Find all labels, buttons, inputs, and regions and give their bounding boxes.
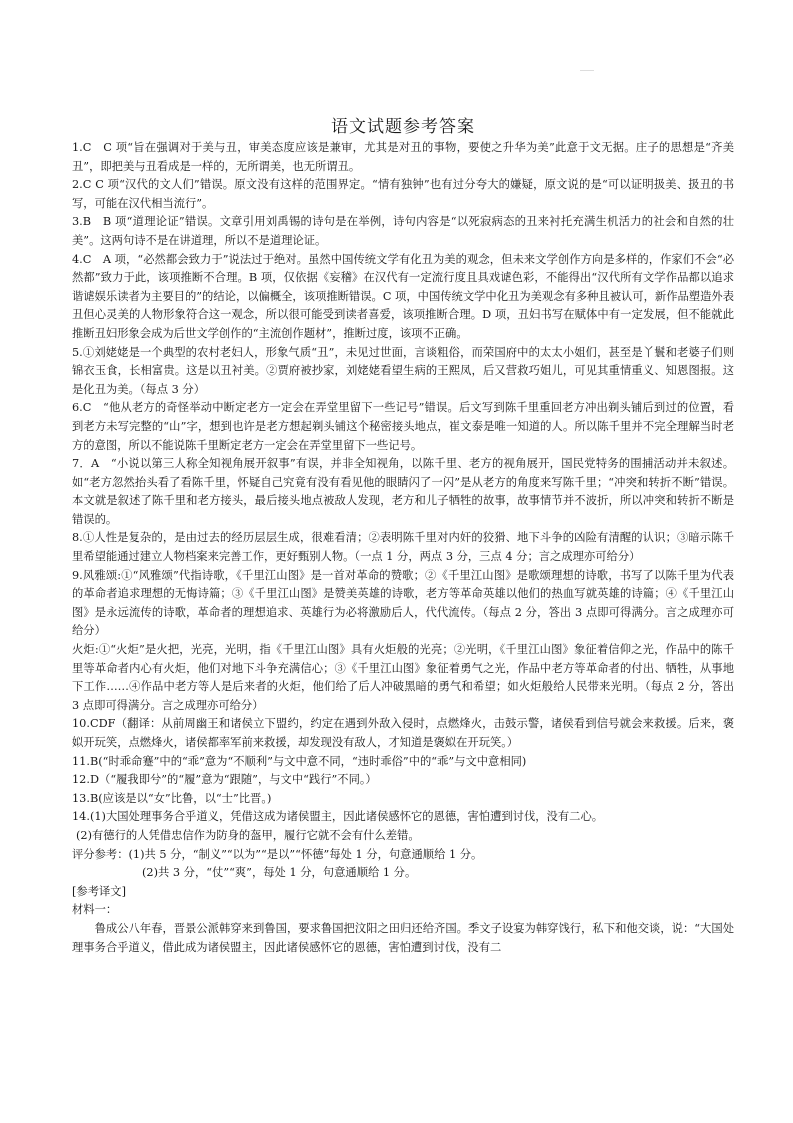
scan-mark: [580, 70, 594, 71]
scoring-reference-1: 评分参考：(1)共 5 分，“制义”“以为”“是以”“怀德”每处 1 分，句意通顺给 1 分。: [72, 847, 483, 861]
scoring-reference-2: (2)共 3 分，“仗”“爽”，每处 1 分，句意通顺给 1 分。: [142, 866, 417, 880]
answer-7: 7．A “小说以第三人称全知视角展开叙事”有误，并非全知视角，以陈千里、老方的视角展开，国民党特务的围捕活动并未叙述。如“老方忽然抬头看了看陈千里，怀疑自己究竟有没有看见他的眼睛闪了一闪”是从老方的角度来写陈千里；“冲突和转折不断”错误。本文就是叙述了陈千里和老方接头，最后接头地点被敌人发现，老方和儿子牺牲的故事，故事情节并不波折，所以冲突和转折不断是错误的。: [72, 457, 734, 526]
page-title: 语文试题参考答案: [331, 117, 475, 137]
material-one-heading: 材料一：: [72, 903, 118, 917]
answer-10: 10.CDF（翻译：从前周幽王和诸侯立下盟约，约定在遇到外敌入侵时，点燃烽火，击鼓示警，诸侯看到信号就会来救援。后来，褒姒开玩笑，点燃烽火，诸侯都率军前来救援，却发现没有敌人，才知道是褒姒在开玩笑。）: [72, 717, 734, 749]
answer-14-1: 14.(1)大国处理事务合乎道义，凭借这成为诸侯盟主，因此诸侯感怀它的恩德，害怕遭到讨伐，没有二心。: [72, 810, 604, 824]
answer-1: 1.C C 项“旨在强调对于美与丑，审美态度应该是兼审，尤其是对丑的事物，要使之升华为美”此意于文无据。庄子的思想是“齐美丑”，即把美与丑看成是一样的，无所谓美，也无所谓丑。: [72, 141, 734, 173]
answer-2: 2.C C 项“汉代的文人们”错误。原文没有这样的范围界定。“情有独钟”也有过分夸大的嫌疑，原文说的是“可以证明扱美、扱丑的书写，可能在汉代相当流行”。: [72, 178, 734, 210]
answer-9-huoju: 火炬:①“火炬”是火把，光亮，光明，指《千里江山图》具有火炬般的光亮；②光明，《千里江山图》象征着信仰之光，作品中的陈千里等革命者内心有火炬，他们对地下斗争充满信心；③《千里江山图》象征着勇气之光，作品中老方等革命者的付出、牺牲，从事地下工作……④作品中老方等人是后来者的火炬，他们给了后人冲破黑暗的勇气和希望；如火炬般给人民带来光明。（每点 2 分，答出 3 点即可得满分。言之成理亦可给分）: [72, 643, 734, 712]
answer-11: 11.B(“时乖命蹇”中的“乖”意为“不顺利”与文中意不同，“违时乖俗”中的“乖”与文中意相同): [72, 754, 527, 768]
answer-5: 5.①刘姥姥是一个典型的农村老妇人，形象气质“丑”，未见过世面，言谈粗俗，而荣国府中的太太小姐们，甚至是丫鬟和老婆子们则锦衣玉食，长相富贵。这是以丑衬美。②贾府被抄家，刘姥姥看望生病的王熙凤，后又营救巧姐儿，可见其重情重义、知恩图报。这是化丑为美。（每点 3 分）: [72, 345, 734, 396]
answer-12: 12.D（“履我即兮”的“履”意为“跟随”，与文中“践行”不同。）: [72, 773, 377, 787]
answer-4: 4.C A 项，“必然都会致力于”说法过于绝对。虽然中国传统文学有化丑为美的观念，但未来文学创作方向是多样的，作家们不会“必然都”致力于此，该项推断不合理。B 项，仅依据《妄稽》在汉代有一定流行度且具戏谑色彩，不能得出“汉代所有文学作品都以追求谐谑娱乐读者为主要目的”的结论，以偏概全，该项推断错误。C 项，中国传统文学中化丑为美观念有多种且被认可，新作品塑造外表丑但心灵美的人物形象符合这一观念，所以很可能受到读者喜爱，该项推断合理。D 项，丑妇书写在赋体中有一定发展，但不能就此推断丑妇形象会成为后世文学创作的“主流创作题材”，推断过度，该项不正确。: [72, 252, 734, 340]
answer-14-2: (2)有德行的人凭借忠信作为防身的盔甲，履行它就不会有什么差错。: [76, 828, 420, 842]
answer-9-fengyasong: 9.风雅颂:①“风雅颂”代指诗歌，《千里江山图》是一首对革命的赞歌；②《千里江山图》是歌颂理想的诗歌，书写了以陈千里为代表的革命者追求理想的无悔诗篇；③《千里江山图》是赞美英雄的诗歌，老方等革命英雄以他们的热血写就英雄的诗篇；④《千里江山图》是永远流传的诗歌，革命者的理想追求、英雄行为必将激励后人，代代流传。（每点 2 分，答出 3 点即可得满分。言之成理亦可给分）: [72, 568, 734, 638]
answer-13: 13.B(应该是以“女”比鲁，以“士”比晋。): [72, 791, 272, 805]
answer-8: 8.①人性是复杂的，是由过去的经历层层生成，很难看清；②表明陈千里对内奸的狡猾、地下斗争的凶险有清醒的认识；③暗示陈千里希望能通过建立人物档案来完善工作，更好甄别人物。（一点 1 分，两点 3 分，三点 4 分；言之成理亦可给分）: [72, 531, 734, 564]
answer-3: 3.B B 项“道理论证”错误。文章引用刘禹锡的诗句是在举例，诗句内容是“以死寂病态的丑来衬托充满生机活力的社会和自然的壮美”。这两句诗不是在讲道理，所以不是道理论证。: [72, 215, 734, 247]
answer-page: [72, 112, 734, 957]
translation-text: 鲁成公八年春，晋景公派韩穿来到鲁国，要求鲁国把汶阳之田归还给齐国。季文子设宴为韩穿饯行，私下和他交谈，说：“大国处理事务合乎道义，借此成为诸侯盟主，因此诸侯感怀它的恩德，害怕遭到讨伐，没有二: [72, 921, 734, 954]
answer-6: 6.C “他从老方的奇怪举动中断定老方一定会在弄堂里留下一些记号”错误。后文写到陈千里重回老方冲出剃头铺后到过的位置，看到老方未写完整的“山”字，想到也许是老方想起剃头铺这个秘密接头地点，崔文泰是唯一知道的人。所以陈千里并不完全理解当时老方的意图，所以不能说陈千里断定老方一定会在弄堂里留下一些记号。: [72, 401, 734, 452]
reference-translation-heading: [参考译文]: [72, 884, 127, 898]
